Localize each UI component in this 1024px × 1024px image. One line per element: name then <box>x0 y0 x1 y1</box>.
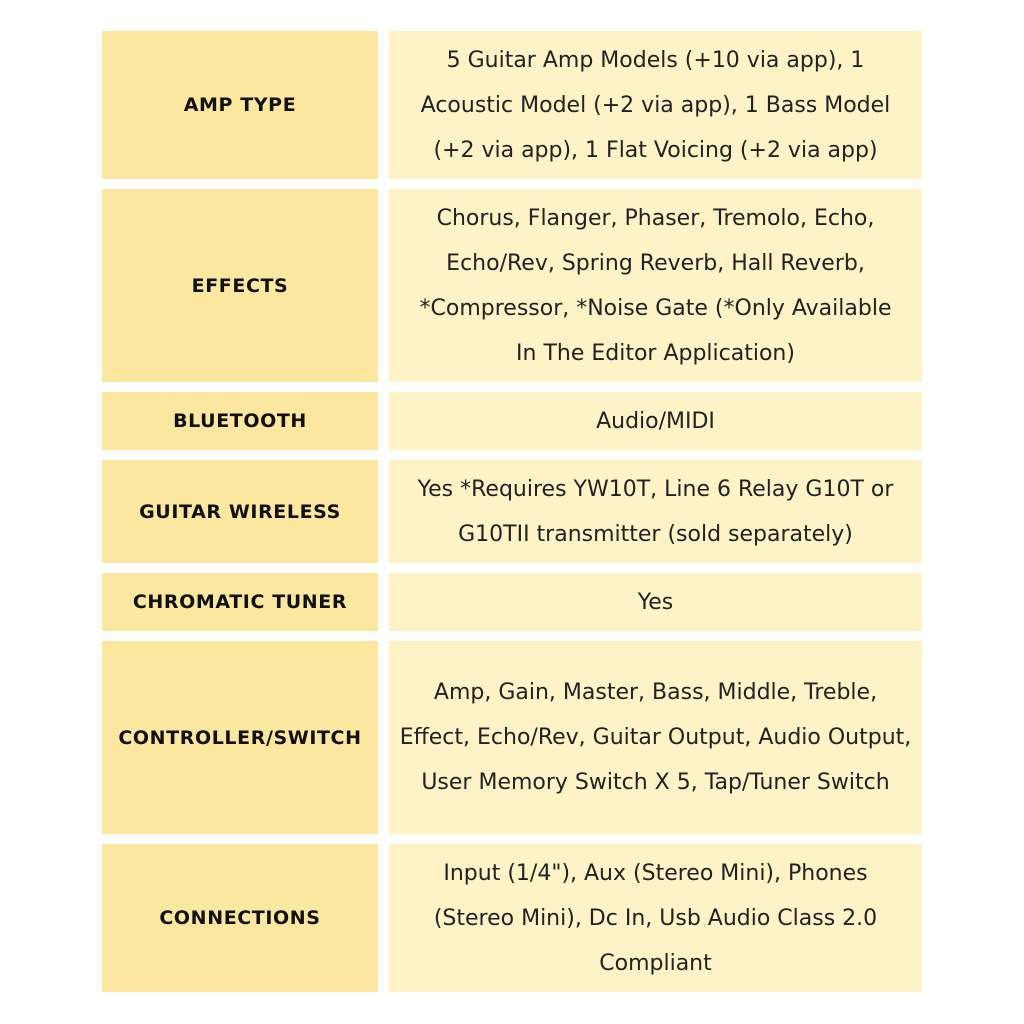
spec-row-effects <box>102 189 922 382</box>
spec-label: GUITAR WIRELESS <box>102 460 378 563</box>
spec-value: 5 Guitar Amp Models (+10 via app), 1 Acoustic Model (+2 via app), 1 Bass Model (+2 via app), 1 Flat Voicing (+2 via app) <box>389 31 922 179</box>
spec-row-connections <box>102 844 922 992</box>
spec-label: AMP TYPE <box>102 31 378 179</box>
spec-label: CONNECTIONS <box>102 844 378 992</box>
spec-row-guitar-wireless <box>102 460 922 563</box>
spec-value: Yes *Requires YW10T, Line 6 Relay G10T or G10TII transmitter (sold separately) <box>389 460 922 563</box>
spec-label: CHROMATIC TUNER <box>102 573 378 631</box>
spec-value: Audio/MIDI <box>389 392 922 450</box>
spec-value: Chorus, Flanger, Phaser, Tremolo, Echo, Echo/Rev, Spring Reverb, Hall Reverb, *Compressor, *Noise Gate (*Only Available In The Editor Application) <box>389 189 922 382</box>
spec-row-bluetooth <box>102 392 922 450</box>
spec-row-chromatic-tuner <box>102 573 922 631</box>
spec-row-amp-type <box>102 31 922 179</box>
spec-value: Input (1/4"), Aux (Stereo Mini), Phones (Stereo Mini), Dc In, Usb Audio Class 2.0 Compliant <box>389 844 922 992</box>
spec-label: BLUETOOTH <box>102 392 378 450</box>
spec-row-controller-switch <box>102 641 922 834</box>
spec-label: CONTROLLER/SWITCH <box>102 641 378 834</box>
spec-value: Yes <box>389 573 922 631</box>
spec-label: EFFECTS <box>102 189 378 382</box>
spec-value: Amp, Gain, Master, Bass, Middle, Treble, Effect, Echo/Rev, Guitar Output, Audio Output, User Memory Switch X 5, Tap/Tuner Switch <box>389 641 922 834</box>
